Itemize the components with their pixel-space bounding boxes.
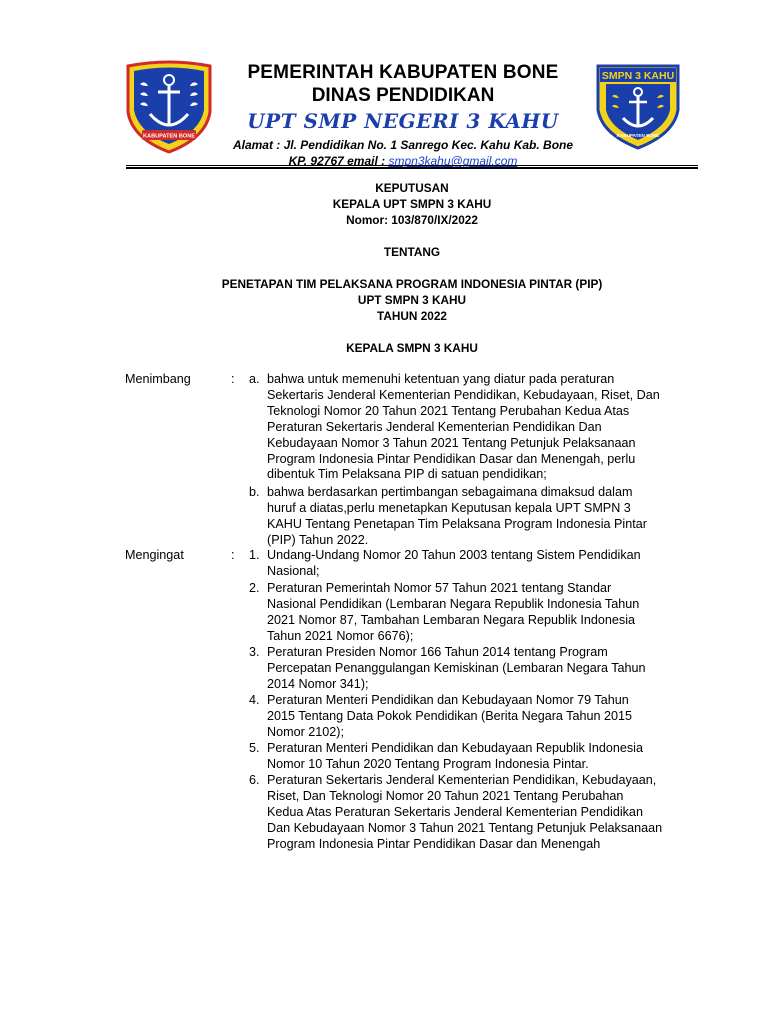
mengingat-label: Mengingat <box>125 548 184 562</box>
text-line: Percepatan Penanggulangan Kemiskinan (Lembaran Negara Tahun <box>267 660 646 675</box>
text-line: Dan Kebudayaan Nomor 3 Tahun 2021 Tentang Petunjuk Pelaksanaan <box>267 820 663 835</box>
text-line: Peraturan Pemerintah Nomor 57 Tahun 2021 tentang Standar <box>267 581 612 595</box>
letterhead-government: PEMERINTAH KABUPATEN BONE <box>247 62 559 83</box>
text-line: Peraturan Sekertaris Jenderal Kementerian Pendidikan Dan <box>267 419 602 434</box>
right-logo-caption: KABUPATEN BONE <box>616 133 660 138</box>
mengingat-item-5 <box>267 741 697 773</box>
menimbang-label: Menimbang <box>125 372 191 386</box>
letterhead-divider-thin <box>126 165 698 166</box>
decree-subject-line2: UPT SMPN 3 KAHU <box>357 293 467 307</box>
left-logo-caption: KABUPATEN BONE <box>142 133 196 140</box>
text-line: Sekertaris Jenderal Kementerian Pendidikan, Kebudayaan, Riset, Dan <box>267 387 660 402</box>
text-line: Riset, Dan Teknologi Nomor 20 Tahun 2021 Tentang Perubahan <box>267 788 624 803</box>
mengingat-item-1 <box>267 548 697 580</box>
letterhead-postal: KP. 92767 email : <box>288 154 389 168</box>
mengingat-mark-1: 1. <box>249 548 260 562</box>
text-line: Program Indonesia Pintar Pendidikan Dasar dan Menengah <box>267 836 601 851</box>
text-line: dibentuk Tim Pelaksana PIP di satuan pendidikan; <box>267 467 547 482</box>
text-line: 2014 Nomor 341); <box>267 676 369 691</box>
text-line: Tahun 2021 Nomor 6676); <box>267 628 414 643</box>
text-line: Nomor 10 Tahun 2020 Tentang Program Indonesia Pintar. <box>267 756 589 771</box>
kabupaten-bone-logo <box>124 60 214 154</box>
decree-subject-line1: PENETAPAN TIM PELAKSANA PROGRAM INDONESIA PINTAR (PIP) <box>221 277 603 291</box>
text-line: Kedua Atas Peraturan Sekertaris Jenderal Kementerian Pendidikan <box>267 804 643 819</box>
text-line: Peraturan Sekertaris Jenderal Kementerian Pendidikan, Kebudayaan, <box>267 773 657 787</box>
text-line: Peraturan Presiden Nomor 166 Tahun 2014 tentang Program <box>267 645 608 659</box>
menimbang-item-a <box>267 372 697 483</box>
email-link[interactable]: smpn3kahu@gmail.com <box>388 154 518 168</box>
mengingat-mark-5: 5. <box>249 741 260 755</box>
mengingat-item-4 <box>267 693 697 741</box>
text-line: (PIP) Tahun 2022. <box>267 532 369 547</box>
letterhead-divider-thick <box>126 167 698 169</box>
decree-heading: KEPUTUSAN <box>375 181 449 195</box>
text-line: Peraturan Menteri Pendidikan dan Kebudayaan Republik Indonesia <box>267 741 643 755</box>
mengingat-mark-3: 3. <box>249 645 260 659</box>
text-line: KAHU Tentang Penetapan Tim Pelaksana Program Indonesia Pintar <box>267 516 647 531</box>
mengingat-item-2 <box>267 581 697 645</box>
text-line: Nomor 2102); <box>267 724 344 739</box>
text-line: 2015 Tentang Data Pokok Pendidikan (Berita Negara Tahun 2015 <box>267 708 633 723</box>
right-logo-banner: SMPN 3 KAHU <box>601 70 675 82</box>
text-line: Teknologi Nomor 20 Tahun 2021 Tentang Perubahan Kedua Atas <box>267 403 630 418</box>
text-line: bahwa untuk memenuhi ketentuan yang diatur pada peraturan <box>267 372 615 386</box>
text-line: bahwa berdasarkan pertimbangan sebagaimana dimaksud dalam <box>267 485 633 499</box>
menimbang-item-b <box>267 485 697 549</box>
decree-about: TENTANG <box>383 245 441 259</box>
menimbang-colon: : <box>231 372 235 386</box>
text-line: Nasional; <box>267 563 320 578</box>
mengingat-mark-2: 2. <box>249 581 260 595</box>
decree-subject-line3: TAHUN 2022 <box>377 309 447 323</box>
text-line: Peraturan Menteri Pendidikan dan Kebudayaan Nomor 79 Tahun <box>267 693 629 707</box>
mengingat-item-6 <box>267 773 697 853</box>
mengingat-mark-6: 6. <box>249 773 260 787</box>
text-line: Kebudayaan Nomor 3 Tahun 2021 Tentang Petunjuk Pelaksanaan <box>267 435 636 450</box>
letterhead-address: Alamat : Jl. Pendidikan No. 1 Sanrego Kec. Kahu Kab. Bone <box>232 138 574 152</box>
letterhead <box>214 62 592 169</box>
text-line: 2021 Nomor 87, Tambahan Lembaran Negara Republik Indonesia <box>267 612 636 627</box>
mengingat-item-3 <box>267 645 697 693</box>
letterhead-department: DINAS PENDIDIKAN <box>311 85 495 106</box>
text-line: Nasional Pendidikan (Lembaran Negara Republik Indonesia Tahun <box>267 596 640 611</box>
decree-number: Nomor: 103/870/IX/2022 <box>346 213 478 227</box>
letterhead-school-name: UPT SMP NEGERI 3 KAHU <box>247 109 559 133</box>
text-line: huruf a diatas,perlu menetapkan Keputusan kepala UPT SMPN 3 <box>267 500 631 515</box>
decree-issuer: KEPALA UPT SMPN 3 KAHU <box>332 197 492 211</box>
decree-official: KEPALA SMPN 3 KAHU <box>346 341 478 355</box>
mengingat-colon: : <box>231 548 235 562</box>
mengingat-mark-4: 4. <box>249 693 260 707</box>
text-line: Undang-Undang Nomor 20 Tahun 2003 tentang Sistem Pendidikan <box>267 548 641 562</box>
menimbang-mark-a: a. <box>249 372 260 386</box>
menimbang-mark-b: b. <box>249 485 260 499</box>
text-line: Program Indonesia Pintar Pendidikan Dasar dan Menengah, perlu <box>267 451 636 466</box>
smpn-3-kahu-logo <box>592 62 684 150</box>
